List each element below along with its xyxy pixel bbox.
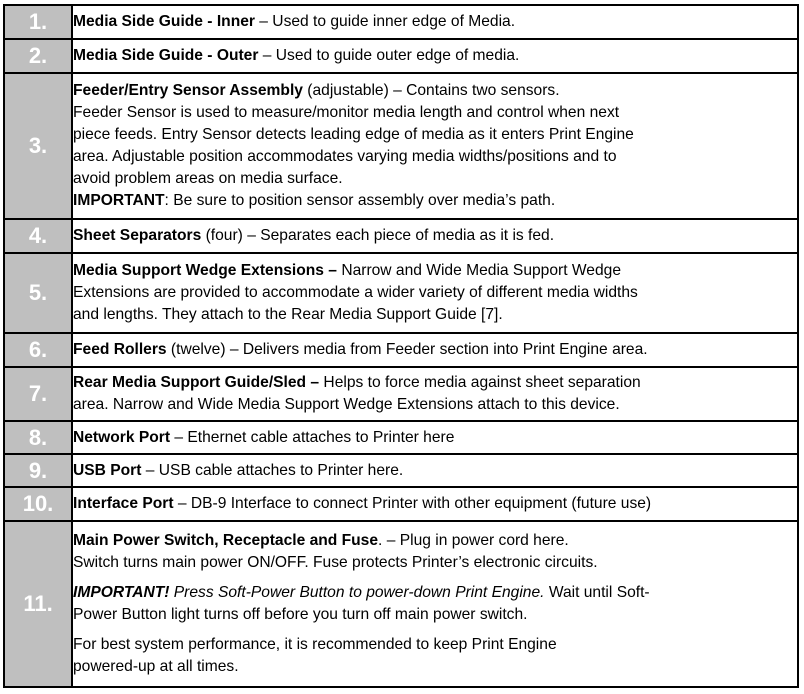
item-term: Rear Media Support Guide/Sled – — [73, 374, 320, 391]
item-text: . – Plug in power cord here. — [378, 532, 569, 549]
table-row — [4, 219, 798, 253]
item-term: Interface Port — [73, 495, 174, 512]
item-term: USB Port — [73, 461, 142, 479]
item-text: Helps to force media against sheet separation — [319, 374, 641, 391]
item-body-line: piece feeds. Entry Sensor detects leading edge of media as it enters Print Engine — [73, 126, 634, 143]
item-description — [72, 219, 798, 253]
item-number: 10. — [4, 487, 72, 521]
item-term: Network Port — [73, 428, 171, 446]
important-paragraph — [73, 582, 797, 626]
item-body-line: Switch turns main power ON/OFF. Fuse protects Printer’s electronic circuits. — [73, 554, 598, 571]
item-text: – Used to guide inner edge of Media. — [254, 13, 516, 30]
table-row — [4, 333, 798, 367]
table-row — [4, 367, 798, 421]
important-label: IMPORTANT! — [73, 584, 170, 601]
item-term: Feed Rollers — [73, 341, 167, 358]
item-term: Media Side Guide - Outer — [73, 47, 259, 64]
item-text: – Ethernet cable attaches to Printer here — [170, 428, 455, 446]
item-number: 8. — [4, 421, 72, 454]
item-description — [72, 73, 798, 219]
item-description — [72, 454, 798, 487]
item-text: – DB-9 Interface to connect Printer with other equipment (future use) — [173, 495, 652, 512]
important-italic-text: Press Soft-Power Button to power-down Print Engine. — [169, 584, 545, 601]
item-term: Media Support Wedge Extensions – — [73, 262, 337, 279]
important-line-2: Power Button light turns off before you turn off main power switch. — [73, 606, 528, 623]
item-body-line: Feeder Sensor is used to measure/monitor media length and control when next — [73, 104, 620, 121]
important-text: : Be sure to position sensor assembly over media’s path. — [164, 192, 556, 209]
item-number: 5. — [4, 253, 72, 333]
item-term: Feeder/Entry Sensor Assembly — [73, 82, 303, 99]
table-row — [4, 454, 798, 487]
item-text: Narrow and Wide Media Support Wedge — [336, 262, 621, 279]
parts-legend-table — [3, 4, 799, 688]
item-number: 11. — [4, 521, 72, 687]
item-description — [72, 5, 798, 39]
note-line: powered-up at all times. — [73, 658, 239, 675]
table-row — [4, 421, 798, 454]
table-row — [4, 253, 798, 333]
item-number: 6. — [4, 333, 72, 367]
important-text: Wait until Soft- — [544, 584, 650, 601]
item-term: Main Power Switch, Receptacle and Fuse — [73, 532, 379, 549]
table-row — [4, 5, 798, 39]
item-body-line: area. Narrow and Wide Media Support Wedge Extensions attach to this device. — [73, 396, 620, 413]
item-number: 7. — [4, 367, 72, 421]
item-number: 9. — [4, 454, 72, 487]
item-description — [72, 487, 798, 521]
table-row — [4, 487, 798, 521]
item-text: (four) – Separates each piece of media as it is fed. — [201, 227, 555, 244]
item-text: (adjustable) – Contains two sensors. — [302, 82, 560, 99]
item-body-line: and lengths. They attach to the Rear Media Support Guide [7]. — [73, 306, 503, 323]
item-description — [72, 521, 798, 687]
item-text: – Used to guide outer edge of media. — [258, 47, 520, 64]
item-text: – USB cable attaches to Printer here. — [141, 461, 404, 479]
note-paragraph — [73, 634, 797, 678]
item-number: 3. — [4, 73, 72, 219]
item-body-line: avoid problem areas on media surface. — [73, 170, 343, 187]
table-row — [4, 39, 798, 73]
item-term: Sheet Separators — [73, 227, 202, 244]
item-description — [72, 39, 798, 73]
important-label: IMPORTANT — [73, 192, 165, 209]
table-row — [4, 521, 798, 687]
item-number: 2. — [4, 39, 72, 73]
item-description — [72, 421, 798, 454]
note-line: For best system performance, it is recommended to keep Print Engine — [73, 636, 557, 653]
item-description — [72, 253, 798, 333]
item-description — [72, 367, 798, 421]
item-text: (twelve) – Delivers media from Feeder section into Print Engine area. — [166, 341, 648, 358]
table-row — [4, 73, 798, 219]
item-paragraph — [73, 530, 797, 574]
item-body-line: Extensions are provided to accommodate a wider variety of different media widths — [73, 284, 638, 301]
item-description — [72, 333, 798, 367]
item-term: Media Side Guide - Inner — [73, 13, 255, 30]
item-body-line: area. Adjustable position accommodates varying media widths/positions and to — [73, 148, 617, 165]
item-number: 1. — [4, 5, 72, 39]
item-number: 4. — [4, 219, 72, 253]
